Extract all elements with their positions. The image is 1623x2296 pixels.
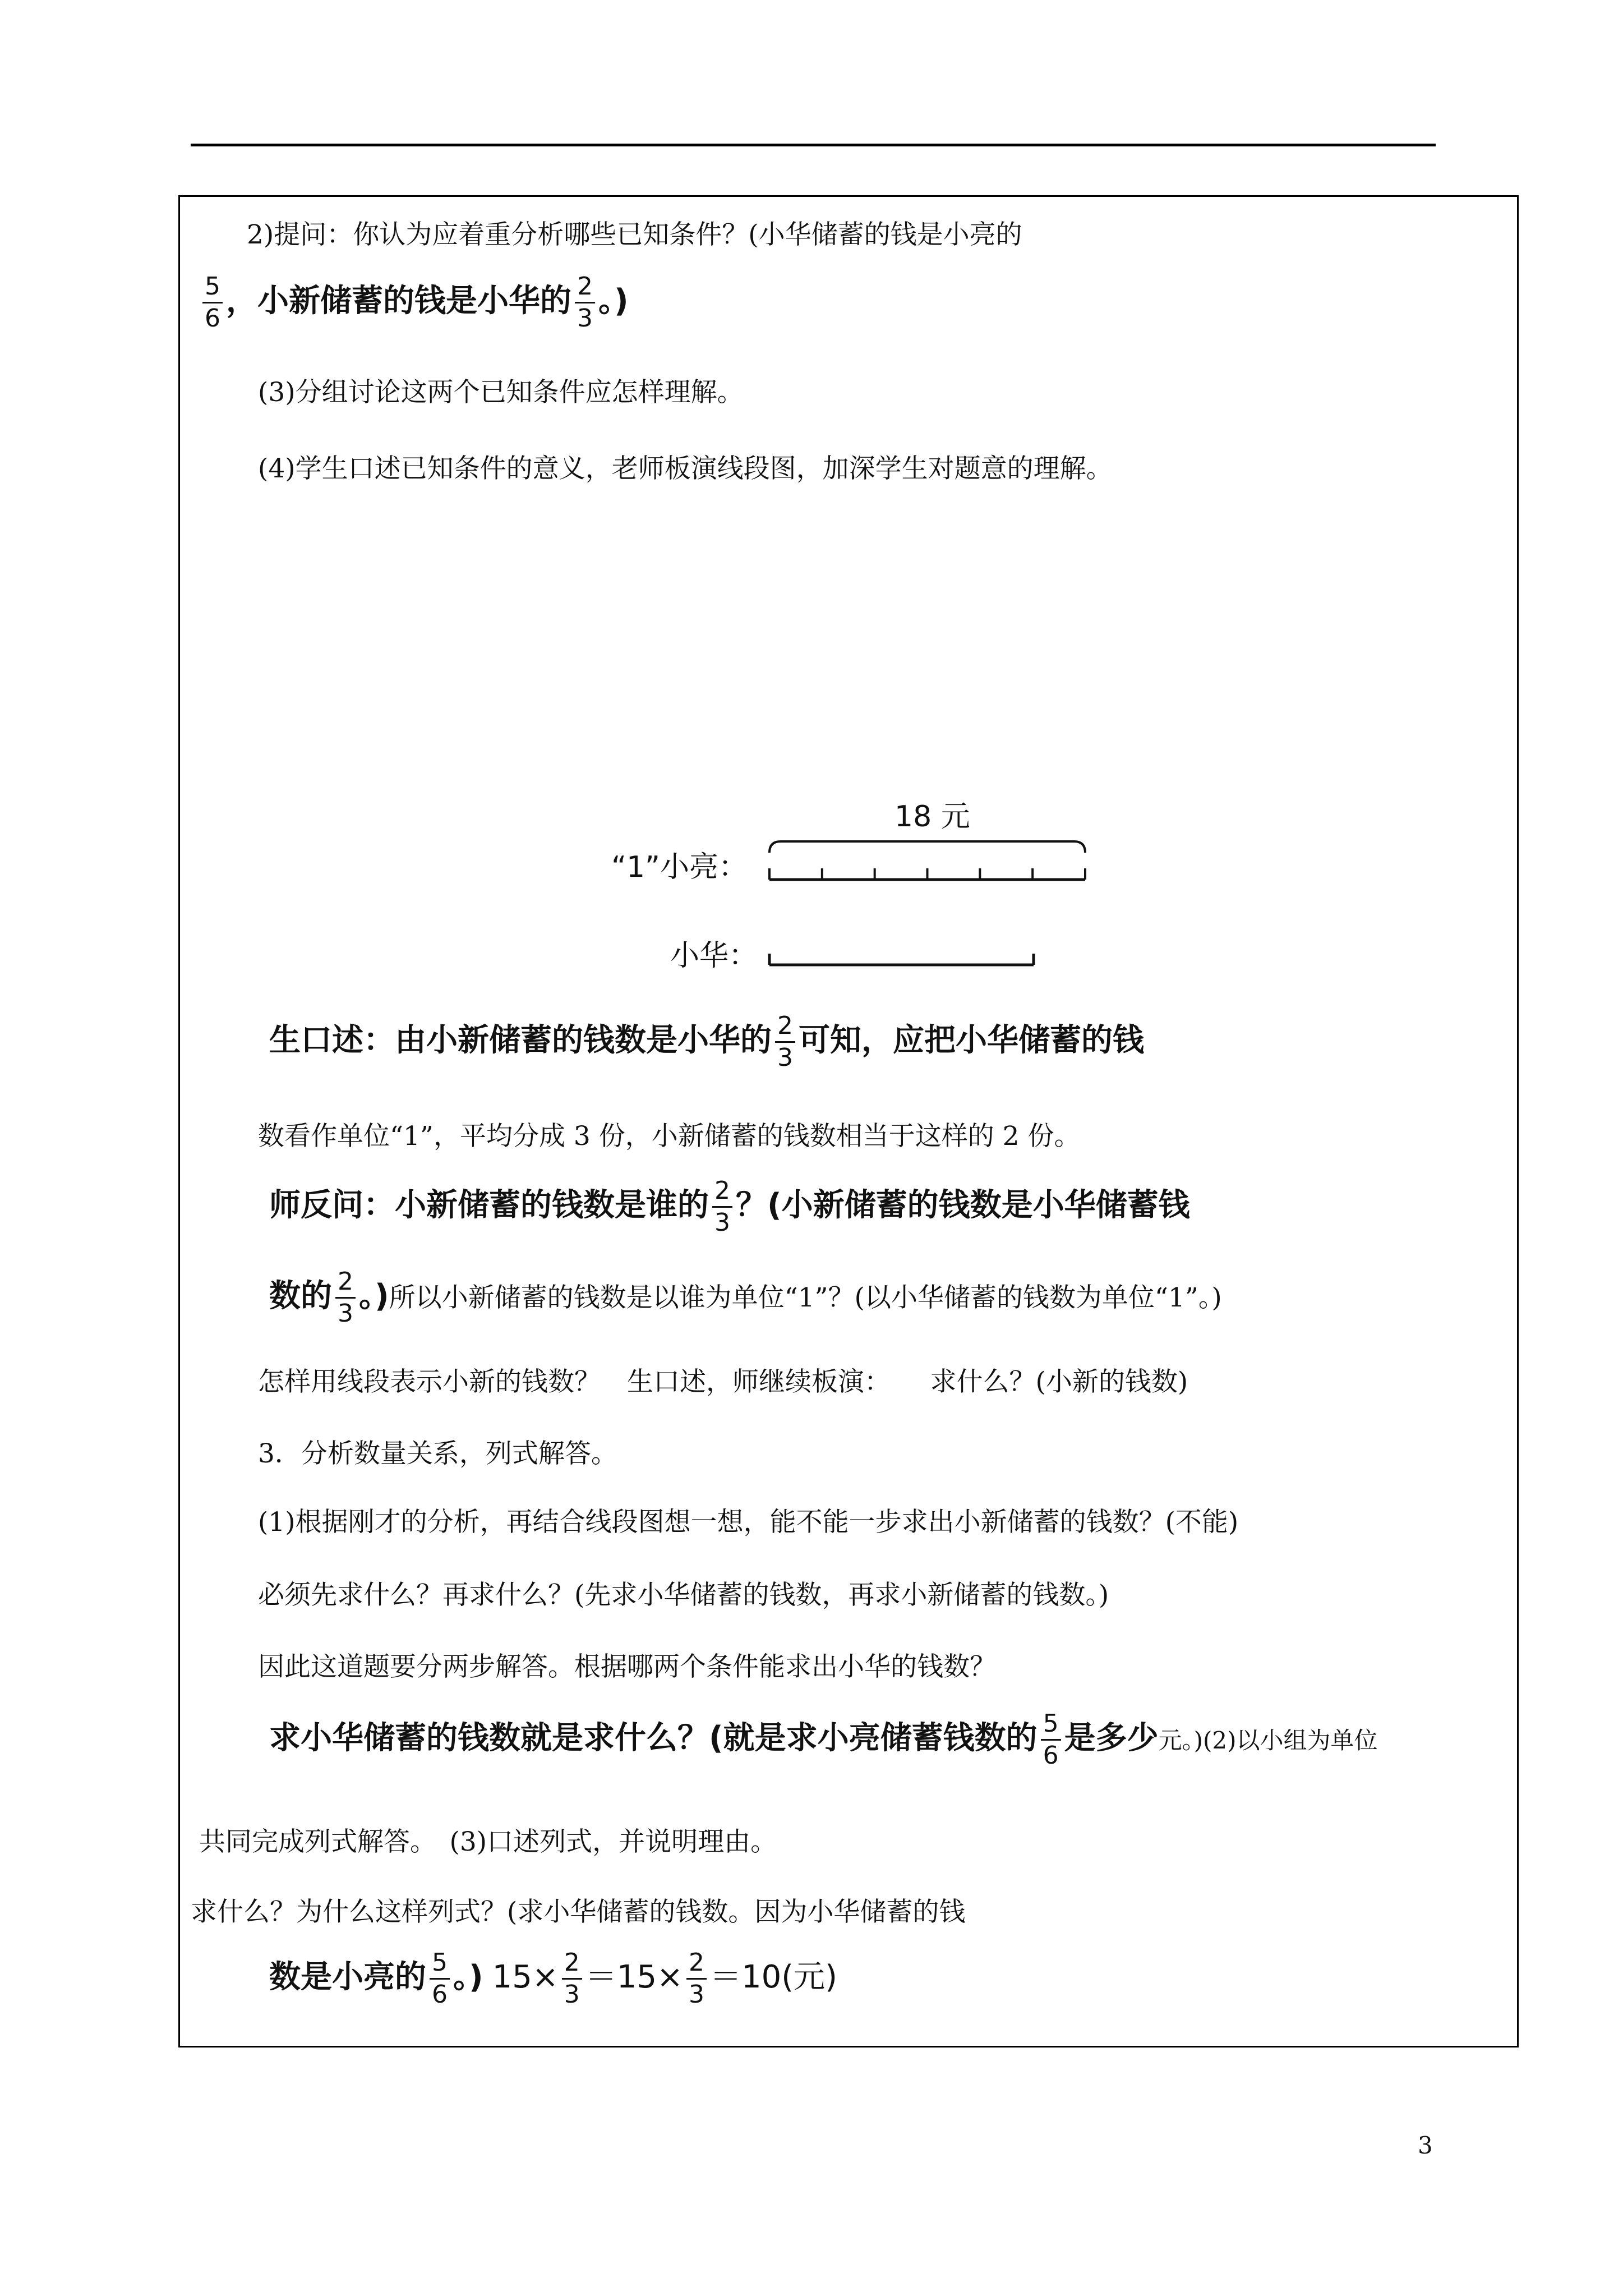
text-line-5: 生口述：由小新储蓄的钱数是小华的 $\frac{2}{3}$ 可知，应把小华储蓄的钱 [269, 1011, 1144, 1073]
text-line-4: (4)学生口述已知条件的意义，老师板演线段图，加深学生对题意的理解。 [258, 453, 1113, 484]
text-line-12: 必须先求什么？再求什么？(先求小华储蓄的钱数，再求小新储蓄的钱数。) [258, 1580, 1109, 1611]
fraction-two-thirds: $\frac{2}{3}$ [775, 1013, 795, 1071]
text-line-9: 怎样用线段表示小新的钱数？ 生口述，师继续板演： 求什么？(小新的钱数) [258, 1366, 1188, 1397]
text-line-10: 3．分析数量关系，列式解答。 [258, 1438, 617, 1469]
xiaoliang-label: “1”小亮： [611, 850, 748, 884]
xiaoliang-ticks [769, 868, 1085, 880]
text-line-14: 求小华储蓄的钱数就是求什么？(就是求小亮储蓄钱数的 $\frac{5}{6}$ 是多少元。)(2)以小组为单位 [269, 1709, 1378, 1770]
text-line-17: 数是小亮的 $\frac{5}{6}$ 。) 15× $\frac{2}{3}$ ＝15× $\frac{2}{3}$ ＝10(元) [269, 1948, 837, 2009]
fraction-two-thirds: $\frac{2}{3}$ [562, 1950, 582, 2008]
fraction-two-thirds: $\frac{2}{3}$ [575, 274, 595, 332]
segment-diagram [0, 0, 1623, 1010]
text-line-1: 2)提问：你认为应着重分析哪些已知条件？(小华储蓄的钱是小亮的 [247, 219, 1022, 250]
text-line-3: (3)分组讨论这两个已知条件应怎样理解。 [258, 377, 744, 408]
text-line-6: 数看作单位“1”，平均分成 3 份，小新储蓄的钱数相当于这样的 2 份。 [258, 1121, 1081, 1152]
total-amount-label: 18 元 [895, 800, 970, 834]
text-line-16: 求什么？为什么这样列式？(求小华储蓄的钱数。因为小华储蓄的钱 [191, 1897, 966, 1927]
text-line-15: 共同完成列式解答。 (3)口述列式，并说明理由。 [199, 1826, 777, 1857]
fraction-five-sixths: $\frac{5}{6}$ [430, 1950, 450, 2008]
text-line-8: 数的 $\frac{2}{3}$ 。)所以小新储蓄的钱数是以谁为单位“1”？(以小华储蓄的钱数为单位“1”。) [269, 1267, 1222, 1328]
text-line-13: 因此这道题要分两步解答。根据哪两个条件能求出小华的钱数？ [258, 1651, 996, 1682]
text-line-7: 师反问：小新储蓄的钱数是谁的 $\frac{2}{3}$ ？(小新储蓄的钱数是小华储蓄钱 [269, 1176, 1190, 1237]
page-number: 3 [1418, 2132, 1433, 2159]
total-brace [769, 841, 1085, 853]
fraction-five-sixths: $\frac{5}{6}$ [1041, 1711, 1061, 1769]
xiaohua-label: 小华： [670, 939, 758, 973]
text-line-2: $\frac{5}{6}$ ，小新储蓄的钱是小华的 $\frac{2}{3}$ 。) [199, 274, 629, 332]
fraction-two-thirds: $\frac{2}{3}$ [335, 1269, 356, 1327]
fraction-five-sixths: $\frac{5}{6}$ [202, 274, 223, 332]
text-line-11: (1)根据刚才的分析，再结合线段图想一想，能不能一步求出小新储蓄的钱数？(不能) [258, 1507, 1239, 1538]
fraction-two-thirds: $\frac{2}{3}$ [712, 1178, 732, 1236]
fraction-two-thirds: $\frac{2}{3}$ [686, 1950, 707, 2008]
